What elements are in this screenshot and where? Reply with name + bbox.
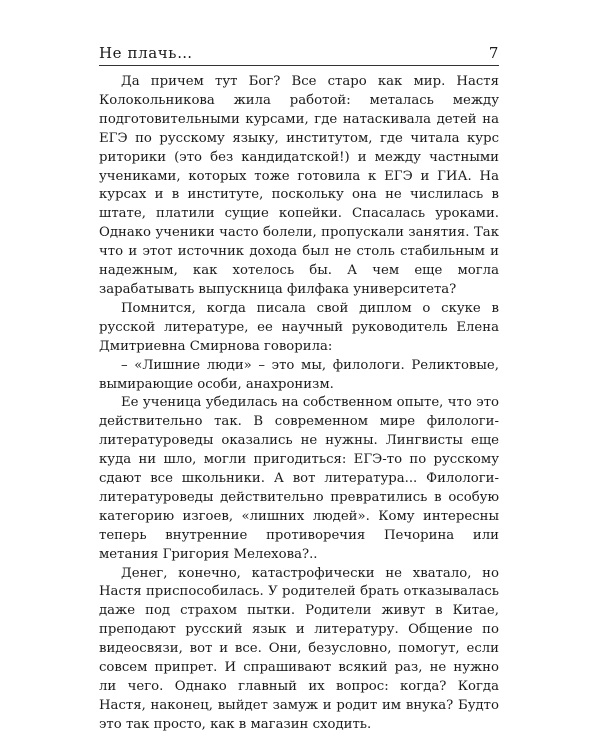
paragraph: – «Лишние люди» – это мы, филологи. Реликтовые, вымирающие особи, анахронизм.	[99, 357, 499, 392]
paragraph: Помнится, когда писала свой диплом о скуке в русской литературе, ее научный руководитель Елена Дмитриевна Смирнова говорила:	[99, 300, 499, 354]
running-header	[99, 40, 499, 62]
paragraph: Ее ученица убедилась на собственном опыте, что это действительно так. В современном мире филологи-литературоведы оказались не нужны. Лингвисты еще куда ни шло, могли пригодиться: ЕГЭ-то по русскому сдают все школьники. А вот литература... Филологи-литературоведы действительно превратились в особую категорию изгоев, «лишних людей». Кому интересны теперь внутренние противоречия Печорина или метания Григория Мелехова?..	[99, 395, 499, 562]
header-rule	[99, 65, 499, 66]
paragraph: Да причем тут Бог? Все старо как мир. Настя Колокольникова жила работой: металась между подготовительными курсами, где натаскивала детей на ЕГЭ по русскому языку, институтом, где читала курс риторики (это без кандидатской!) и между частными учениками, которых тоже готовила к ЕГЭ и ГИА. На курсах и в институте, поскольку она не числилась в штате, платили сущие копейки. Спасалась уроками. Однако ученики часто болели, пропускали занятия. Так что и этот источник дохода был не столь стабильным и надежным, как хотелось бы. А чем еще могла зарабатывать выпускница филфака университета?	[99, 74, 499, 297]
paragraph: Денег, конечно, катастрофически не хватало, но Настя приспособилась. У родителей брать отказывалась даже под страхом пытки. Родители живут в Китае, преподают русский язык и литературу. Общение по видеосвязи, вот и все. Они, безусловно, помогут, если совсем припрет. И спрашивают всякий раз, не нужно ли чего. Однако главный их вопрос: когда? Когда Настя, наконец, выйдет замуж и родит им внука? Будто это так просто, как в магазин сходить.	[99, 565, 499, 732]
page-number: 7	[488, 44, 499, 62]
running-title: Не плачь…	[99, 44, 193, 62]
body-text	[99, 73, 499, 735]
